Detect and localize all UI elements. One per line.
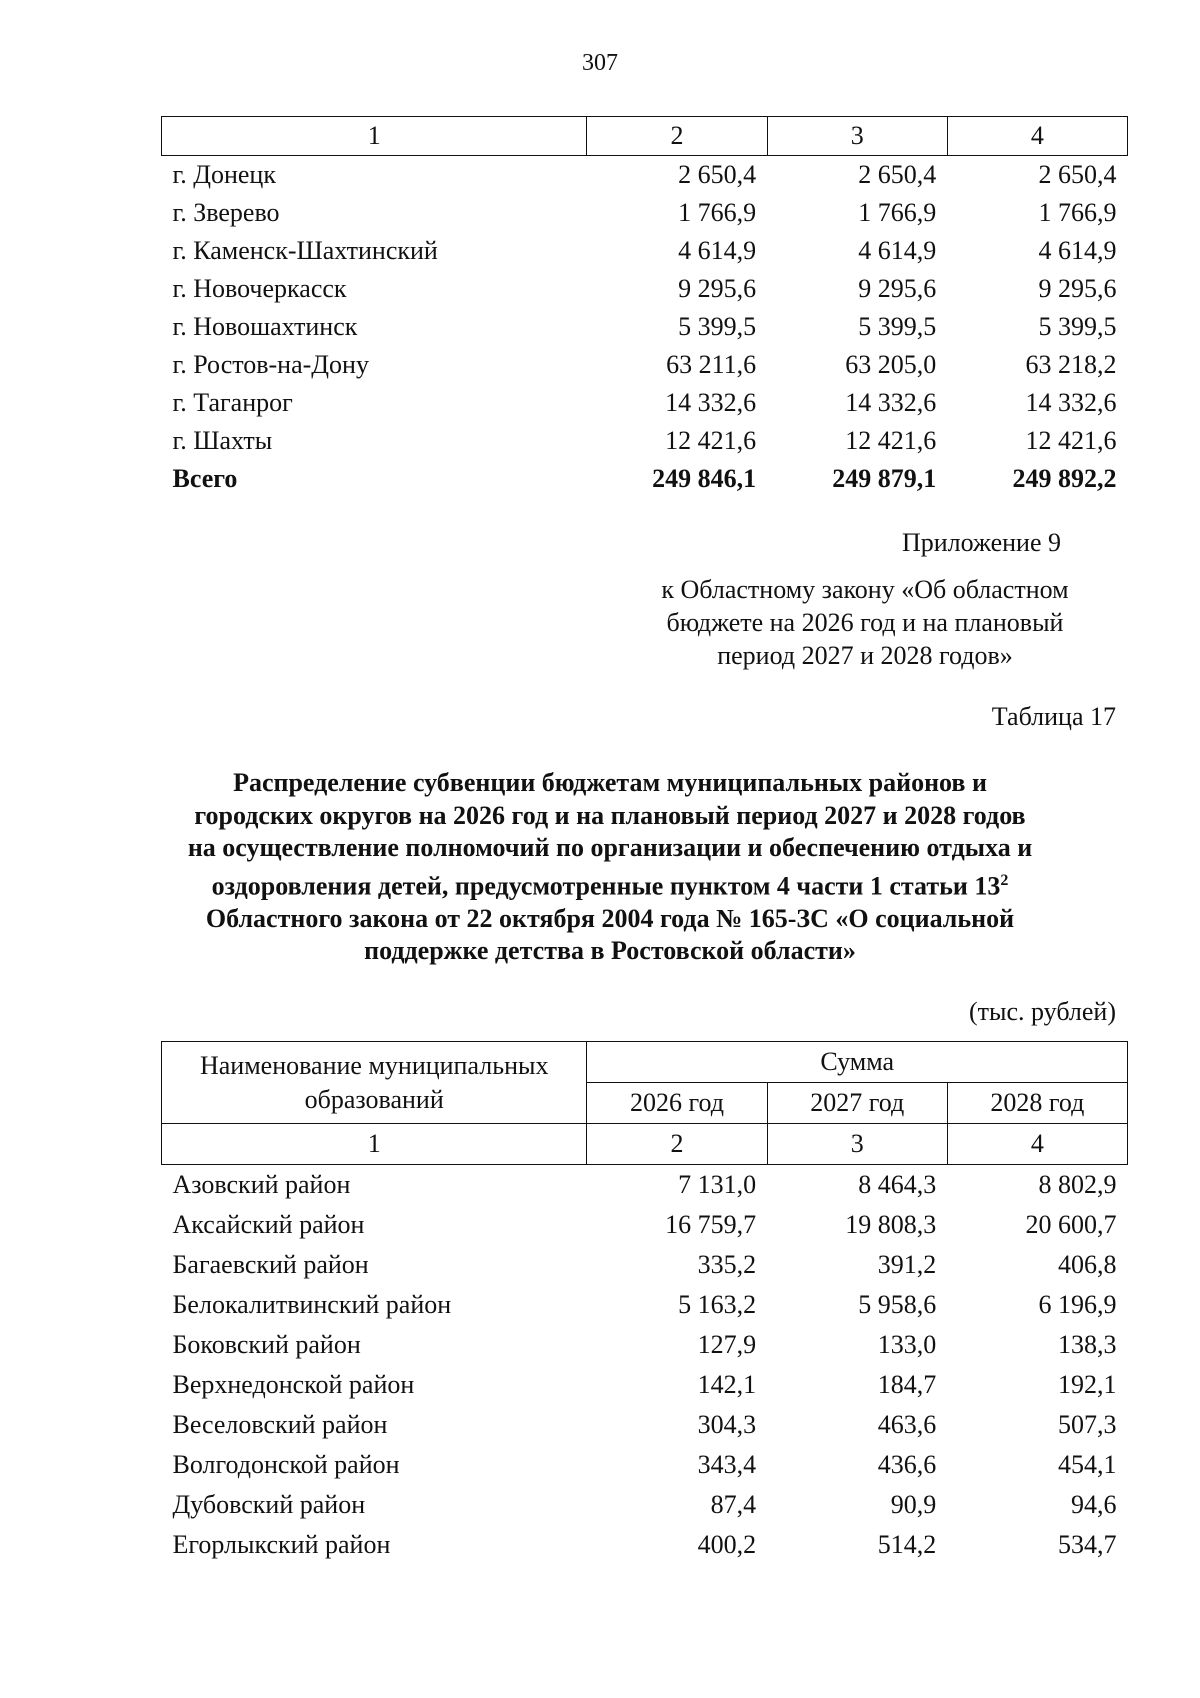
top-table <box>161 116 1128 498</box>
value-2027: 1 766,9 <box>858 198 937 227</box>
municipality-name: г. Шахты <box>172 426 273 455</box>
column-index: 1 <box>162 117 587 156</box>
municipality-name: г. Зверево <box>172 198 280 227</box>
municipality-name: г. Новочеркасск <box>172 274 347 303</box>
column-index: 4 <box>947 1124 1127 1165</box>
value-2028: 9 295,6 <box>1038 274 1117 303</box>
title-line: Областного закона от 22 октября 2004 года № 165-ЗС «О социальной <box>205 903 1015 933</box>
sum-header: Сумма <box>587 1042 1128 1083</box>
value-2028: 406,8 <box>1058 1250 1117 1279</box>
value-2028: 20 600,7 <box>1025 1210 1117 1239</box>
value-2028: 94,6 <box>1071 1490 1117 1519</box>
appendix-line: период 2027 и 2028 годов» <box>717 641 1013 670</box>
municipality-name: Волгодонской район <box>172 1450 400 1479</box>
table-row <box>162 384 1128 422</box>
document-title <box>150 767 1070 968</box>
column-index: 4 <box>947 117 1127 156</box>
value-2027: 514,2 <box>877 1530 937 1559</box>
title-line: городских округов на 2026 год и на плановый период 2027 и 2028 годов <box>194 800 1026 830</box>
value-2026: 400,2 <box>697 1530 757 1559</box>
value-2026: 9 295,6 <box>678 274 757 303</box>
value-2026: 5 399,5 <box>678 312 757 341</box>
value-2028: 454,1 <box>1058 1450 1117 1479</box>
value-2028: 6 196,9 <box>1038 1290 1117 1319</box>
municipality-name: Белокалитвинский район <box>172 1290 452 1319</box>
value-2028: 507,3 <box>1058 1410 1117 1439</box>
subvention-table-body <box>162 1165 1128 1566</box>
value-2027: 5 958,6 <box>858 1290 937 1319</box>
municipality-name: Азовский район <box>172 1170 351 1199</box>
value-2026: 249 846,1 <box>652 464 757 493</box>
value-2028: 4 614,9 <box>1038 236 1117 265</box>
municipality-name: Егорлыкский район <box>172 1530 391 1559</box>
table-row <box>162 1365 1128 1405</box>
value-2026: 304,3 <box>697 1410 757 1439</box>
column-index: 2 <box>587 1124 767 1165</box>
table-row <box>162 1405 1128 1445</box>
value-2026: 1 766,9 <box>678 198 757 227</box>
table-row <box>162 156 1128 195</box>
total-row <box>162 460 1128 498</box>
value-2027: 5 399,5 <box>858 312 937 341</box>
table-row <box>162 422 1128 460</box>
appendix-line: к Областному закону «Об областном <box>661 575 1069 604</box>
column-index-row <box>162 1124 1128 1165</box>
municipality-name: г. Таганрог <box>172 388 293 417</box>
value-2028: 534,7 <box>1058 1530 1117 1559</box>
value-2028: 12 421,6 <box>1025 426 1117 455</box>
value-2028: 5 399,5 <box>1038 312 1117 341</box>
value-2027: 184,7 <box>877 1370 937 1399</box>
value-2028: 1 766,9 <box>1038 198 1117 227</box>
municipality-name: Аксайский район <box>172 1210 365 1239</box>
appendix-number: Приложение 9 <box>901 528 1061 557</box>
table-row <box>162 1445 1128 1485</box>
municipality-name: Дубовский район <box>172 1490 366 1519</box>
title-line: на осуществление полномочий по организации и обеспечению отдыха и <box>187 833 1033 862</box>
table-row <box>162 346 1128 384</box>
value-2026: 335,2 <box>697 1250 757 1279</box>
value-2027: 133,0 <box>877 1330 937 1359</box>
units-label: (тыс. рублей) <box>968 997 1116 1026</box>
table-row <box>162 1485 1128 1525</box>
value-2028: 249 892,2 <box>1012 464 1117 493</box>
column-index-row <box>162 117 1128 156</box>
table-row <box>162 270 1128 308</box>
table-row <box>162 1525 1128 1565</box>
table-row <box>162 1205 1128 1245</box>
municipality-name: г. Донецк <box>172 160 276 189</box>
value-2027: 463,6 <box>877 1410 937 1439</box>
table-row <box>162 1325 1128 1365</box>
value-2026: 87,4 <box>710 1490 757 1519</box>
municipality-name: Багаевский район <box>172 1250 369 1279</box>
value-2027: 12 421,6 <box>845 426 937 455</box>
value-2028: 63 218,2 <box>1025 350 1117 379</box>
value-2027: 391,2 <box>877 1250 937 1279</box>
value-2027: 8 464,3 <box>858 1170 937 1199</box>
value-2027: 249 879,1 <box>832 464 937 493</box>
municipality-name: Веселовский район <box>172 1410 388 1439</box>
municipality-name: г. Ростов-на-Дону <box>172 350 369 379</box>
year-header: 2028 год <box>947 1083 1127 1124</box>
value-2026: 14 332,6 <box>665 388 757 417</box>
superscript: 2 <box>1000 871 1009 889</box>
table-row <box>162 194 1128 232</box>
column-index: 3 <box>767 117 947 156</box>
title-line: поддержке детства в Ростовской области» <box>364 936 856 966</box>
value-2026: 63 211,6 <box>666 350 757 379</box>
value-2027: 2 650,4 <box>858 160 937 189</box>
column-index: 1 <box>162 1124 587 1165</box>
table-row <box>162 308 1128 346</box>
value-2026: 7 131,0 <box>678 1170 757 1199</box>
name-column-header: Наименование муниципальных образований <box>162 1042 587 1124</box>
title-line: Распределение субвенции бюджетам муниципальных районов и <box>233 768 987 797</box>
value-2026: 5 163,2 <box>678 1290 757 1319</box>
value-2026: 343,4 <box>697 1450 757 1479</box>
appendix-reference <box>620 573 1110 672</box>
value-2026: 4 614,9 <box>678 236 757 265</box>
value-2027: 14 332,6 <box>845 388 937 417</box>
table-number: Таблица 17 <box>991 702 1116 731</box>
value-2026: 2 650,4 <box>678 160 757 189</box>
table-row <box>162 232 1128 270</box>
value-2028: 138,3 <box>1058 1330 1117 1359</box>
title-line <box>150 865 1070 903</box>
municipality-name: Верхнедонской район <box>172 1370 415 1399</box>
value-2028: 8 802,9 <box>1038 1170 1117 1199</box>
municipality-name: г. Новошахтинск <box>172 312 358 341</box>
value-2027: 436,6 <box>877 1450 937 1479</box>
value-2027: 90,9 <box>890 1490 937 1519</box>
value-2027: 19 808,3 <box>845 1210 937 1239</box>
value-2026: 142,1 <box>697 1370 757 1399</box>
page-number: 307 <box>582 50 618 76</box>
subvention-table <box>161 1041 1128 1565</box>
table-row <box>162 1285 1128 1325</box>
value-2028: 2 650,4 <box>1038 160 1117 189</box>
value-2026: 12 421,6 <box>665 426 757 455</box>
title-line-text: оздоровления детей, предусмотренные пунктом 4 части 1 статьи 13 <box>211 871 1001 901</box>
municipality-name: Боковский район <box>172 1330 361 1359</box>
year-header: 2026 год <box>587 1083 767 1124</box>
value-2028: 14 332,6 <box>1025 388 1117 417</box>
value-2026: 127,9 <box>697 1330 757 1359</box>
value-2028: 192,1 <box>1058 1370 1117 1399</box>
value-2027: 63 205,0 <box>845 350 937 379</box>
table-row <box>162 1165 1128 1206</box>
column-index: 2 <box>587 117 767 156</box>
value-2026: 16 759,7 <box>665 1210 757 1239</box>
value-2027: 4 614,9 <box>858 236 937 265</box>
column-index: 3 <box>767 1124 947 1165</box>
municipality-name: Всего <box>172 464 238 493</box>
value-2027: 9 295,6 <box>858 274 937 303</box>
table-row <box>162 1245 1128 1285</box>
top-table-body <box>162 156 1128 499</box>
appendix-line: бюджете на 2026 год и на плановый <box>666 608 1064 637</box>
year-header: 2027 год <box>767 1083 947 1124</box>
municipality-name: г. Каменск-Шахтинский <box>172 236 438 265</box>
